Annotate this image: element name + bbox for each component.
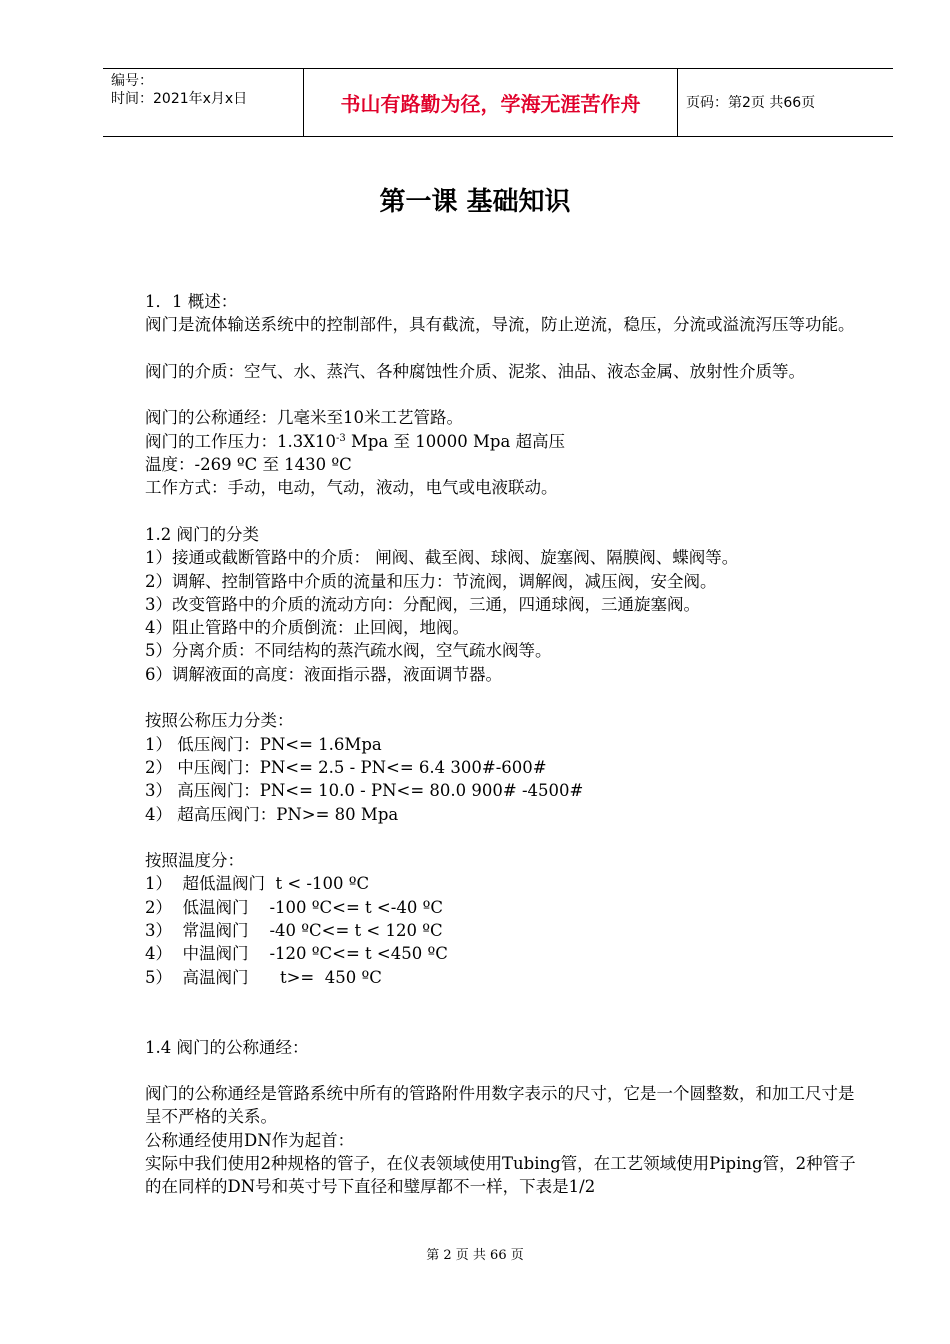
- list-item: 1）接通或截断管路中的介质： 闸阀、截至阀、球阀、旋塞阀、隔膜阀、蝶阀等。: [145, 548, 739, 568]
- operation-modes: 工作方式：手动，电动，气动，液动，电气或电液联动。: [145, 478, 558, 498]
- temperature-range: 温度：-269 ºC 至 1430 ºC: [145, 455, 352, 475]
- pressure-prefix: 阀门的工作压力：1.3X10: [145, 431, 336, 451]
- page-title: 第一课 基础知识: [379, 187, 571, 217]
- valve-definition: 阀门是流体输送系统中的控制部件，具有截流，导流，防止逆流，稳压，分流或溢流泻压等功能。: [145, 315, 855, 335]
- list-item: 4）阻止管路中的介质倒流：止回阀，地阀。: [145, 618, 469, 638]
- valve-media: 阀门的介质：空气、水、蒸汽、各种腐蚀性介质、泥浆、油品、液态金属、放射性介质等。: [145, 361, 805, 381]
- list-item: 1） 超低温阀门 t < -100 ºC: [145, 874, 370, 894]
- pressure-exponent: -3: [335, 432, 346, 444]
- list-item: 3） 高压阀门：PN<= 10.0 - PN<= 80.0 900# -4500#: [145, 781, 584, 801]
- list-item: 1） 低压阀门：PN<= 1.6Mpa: [145, 734, 382, 754]
- list-item: 5） 高温阀门 t>= 450 ºC: [145, 967, 382, 987]
- working-pressure: [145, 430, 865, 453]
- classification-heading: 1.2 阀门的分类: [145, 524, 259, 544]
- time-label: 时间：2021年x月x日: [111, 91, 248, 107]
- section-14-para3: 实际中我们使用2种规格的管子，在仪表领域使用Tubing管，在工艺领域使用Piping管，2种管子的在同样的DN号和英寸号下直径和璧厚都不一样，下表是1/2: [145, 1153, 856, 1197]
- list-item: 4） 中温阀门 -120 ºC<= t <450 ºC: [145, 944, 448, 964]
- overview-heading: 1．1 概述：: [145, 292, 238, 311]
- nominal-diameter-range: 阀门的公称通经：几毫米至10米工艺管路。: [145, 408, 463, 428]
- page-footer: 第 2 页 共 66 页: [426, 1248, 524, 1263]
- header-meta-cell: [103, 69, 304, 136]
- list-item: 2）调解、控制管路中介质的流量和压力：节流阀，调解阀，减压阀，安全阀。: [145, 571, 717, 591]
- list-item: 3） 常温阀门 -40 ºC<= t < 120 ºC: [145, 921, 443, 941]
- header-motto-cell: [304, 69, 678, 136]
- list-item: 5）分离介质：不同结构的蒸汽疏水阀，空气疏水阀等。: [145, 641, 552, 661]
- page-info: 页码：第2页 共66页: [686, 95, 816, 111]
- list-item: 3）改变管路中的介质的流动方向：分配阀，三通，四通球阀，三通旋塞阀。: [145, 594, 700, 614]
- section-14-heading: 1.4 阀门的公称通经：: [145, 1037, 309, 1057]
- pressure-suffix: Mpa 至 10000 Mpa 超高压: [345, 431, 566, 451]
- document-body: [145, 290, 865, 1199]
- header-page-cell: [678, 69, 893, 136]
- motto: 书山有路勤为径，学海无涯苦作舟: [340, 92, 641, 116]
- code-label: 编号：: [111, 73, 153, 89]
- list-item: 6）调解液面的高度：液面指示器，液面调节器。: [145, 664, 502, 684]
- section-14-para1: 阀门的公称通经是管路系统中所有的管路附件用数字表示的尺寸，它是一个圆整数，和加工尺寸是呈不严格的关系。: [145, 1084, 855, 1127]
- section-14-para2: 公称通经使用DN作为起首：: [145, 1130, 355, 1150]
- pressure-class-heading: 按照公称压力分类：: [145, 711, 294, 731]
- temperature-class-heading: 按照温度分：: [145, 851, 244, 871]
- list-item: 2） 中压阀门：PN<= 2.5 - PN<= 6.4 300#-600#: [145, 757, 547, 777]
- list-item: 2） 低温阀门 -100 ºC<= t <-40 ºC: [145, 897, 443, 917]
- page-header: [103, 68, 893, 137]
- list-item: 4） 超高压阀门：PN>= 80 Mpa: [145, 804, 399, 824]
